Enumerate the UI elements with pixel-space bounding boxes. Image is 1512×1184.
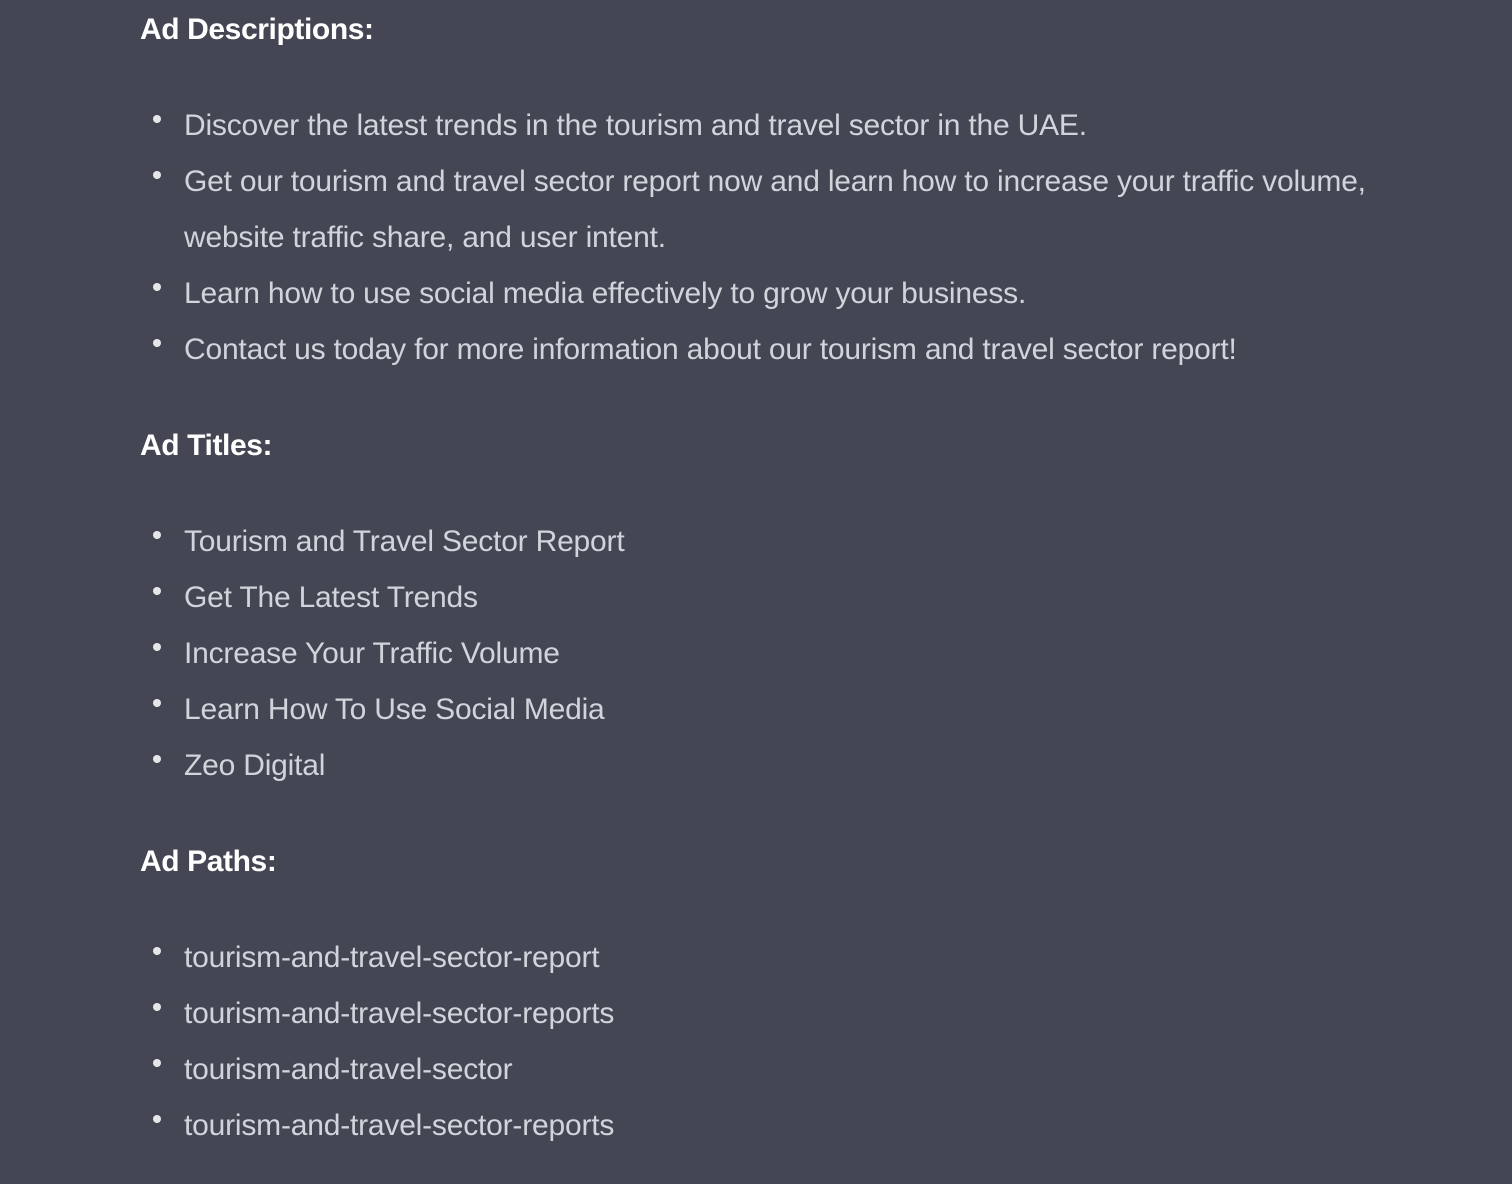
- bullet-icon: [153, 1059, 161, 1067]
- list-item: [140, 154, 1370, 266]
- ad-titles-list: [140, 514, 624, 794]
- bullet-icon: [153, 1115, 161, 1123]
- list-item-text: Discover the latest trends in the tourism and travel sector in the UAE.: [184, 109, 1087, 142]
- list-item-text: Learn How To Use Social Media: [184, 693, 605, 726]
- list-item-text: Tourism and Travel Sector Report: [184, 525, 625, 558]
- bullet-icon: [153, 1003, 161, 1011]
- list-item-text: Learn how to use social media effectively to grow your business.: [184, 277, 1027, 310]
- bullet-icon: [153, 755, 161, 763]
- list-item: [140, 626, 624, 682]
- list-item: [140, 738, 624, 794]
- list-item-text: Get our tourism and travel sector report now and learn how to increase your traffic volume, website traffic share, and user intent.: [184, 165, 1366, 254]
- list-item: [140, 930, 614, 986]
- list-item-text: Get The Latest Trends: [184, 581, 478, 614]
- bullet-icon: [153, 947, 161, 955]
- list-item: [140, 1098, 614, 1154]
- list-item-text: tourism-and-travel-sector-reports: [184, 1109, 615, 1142]
- list-item-text: tourism-and-travel-sector-report: [184, 941, 600, 974]
- ad-descriptions-heading: Ad Descriptions:: [140, 13, 374, 46]
- list-item: [140, 682, 624, 738]
- list-item: [140, 986, 614, 1042]
- ad-paths-list: [140, 930, 614, 1154]
- list-item-text: Increase Your Traffic Volume: [184, 637, 560, 670]
- bullet-icon: [153, 643, 161, 651]
- bullet-icon: [153, 699, 161, 707]
- list-item-text: tourism-and-travel-sector: [184, 1053, 513, 1086]
- bullet-icon: [153, 587, 161, 595]
- list-item-text: tourism-and-travel-sector-reports: [184, 997, 615, 1030]
- ad-paths-heading: Ad Paths:: [140, 845, 277, 878]
- list-item-text: Zeo Digital: [184, 749, 326, 782]
- list-item: [140, 98, 1370, 154]
- bullet-icon: [153, 531, 161, 539]
- bullet-icon: [153, 171, 161, 179]
- list-item: [140, 1042, 614, 1098]
- list-item-text: Contact us today for more information about our tourism and travel sector report!: [184, 333, 1237, 366]
- list-item: [140, 514, 624, 570]
- list-item: [140, 570, 624, 626]
- list-item: [140, 266, 1370, 322]
- list-item: [140, 322, 1370, 378]
- bullet-icon: [153, 339, 161, 347]
- bullet-icon: [153, 283, 161, 291]
- ad-titles-heading: Ad Titles:: [140, 429, 273, 462]
- bullet-icon: [153, 115, 161, 123]
- ad-descriptions-list: [140, 98, 1370, 378]
